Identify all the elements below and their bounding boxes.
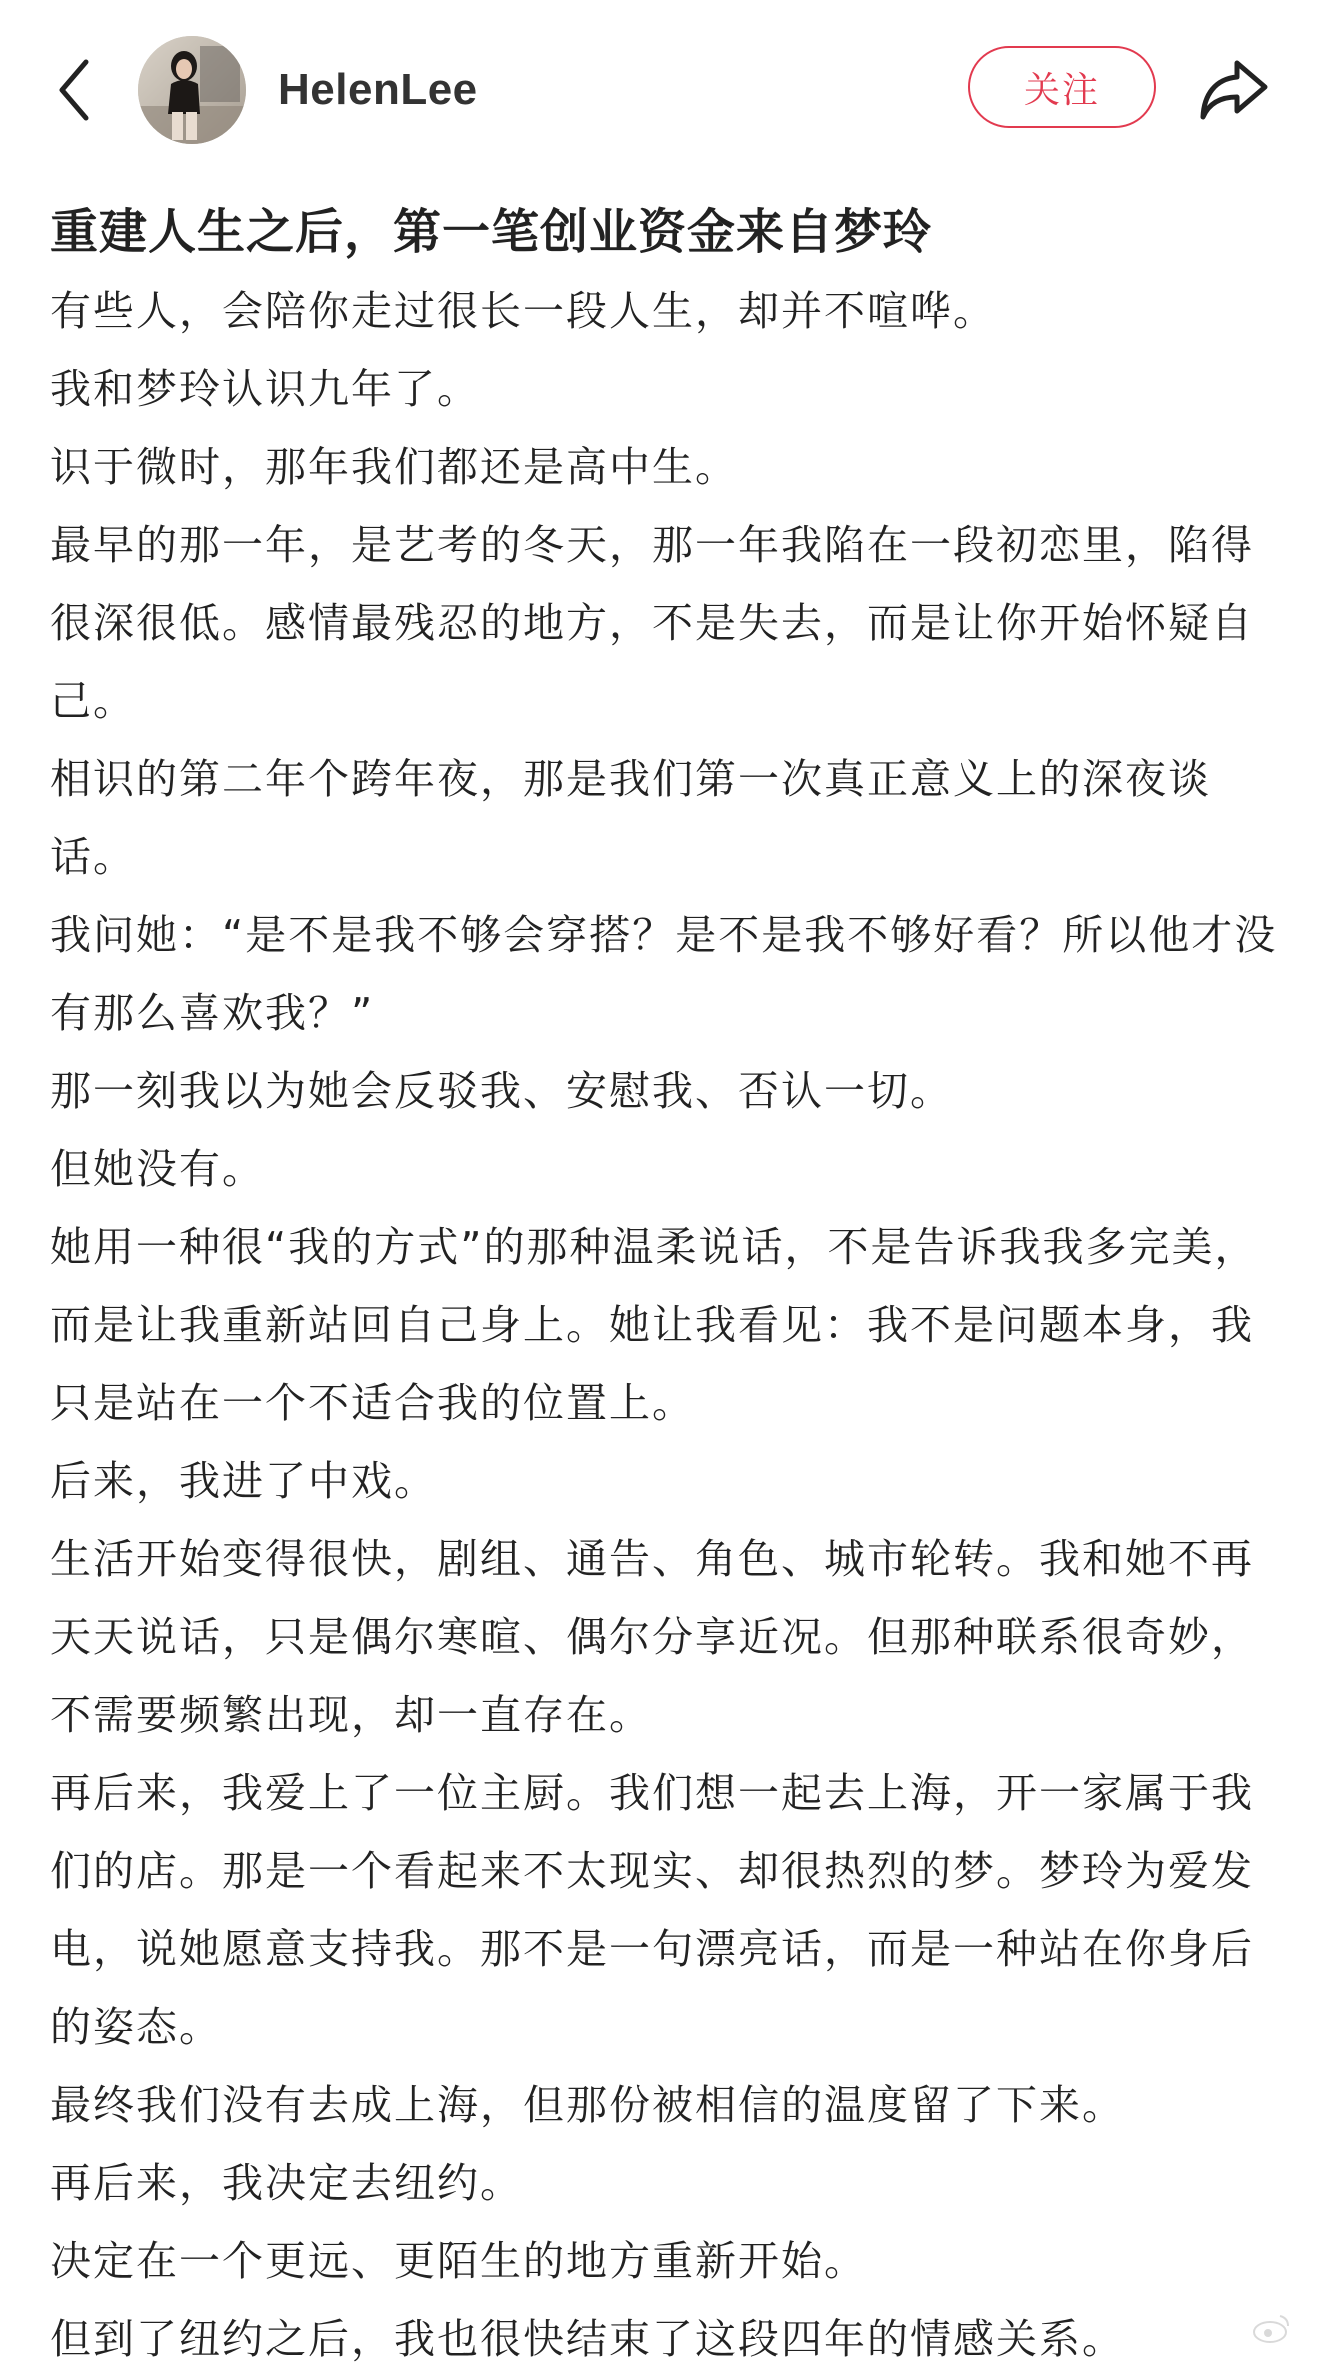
top-bar [0, 0, 1320, 180]
back-button[interactable] [44, 54, 104, 126]
paragraph: 我问她：“是不是我不够会穿搭？是不是我不够好看？所以他才没有那么喜欢我？” [50, 911, 1278, 1037]
paragraph: 决定在一个更远、更陌生的地方重新开始。 [50, 2237, 867, 2285]
weibo-watermark-icon [1252, 2312, 1292, 2344]
watermark [1252, 2312, 1292, 2344]
paragraph: 相识的第二年个跨年夜，那是我们第一次真正意义上的深夜谈话。 [50, 755, 1211, 881]
paragraph: 有些人，会陪你走过很长一段人生，却并不喧哗。 [50, 287, 996, 335]
paragraph: 识于微时，那年我们都还是高中生。 [50, 443, 738, 491]
profile-photo [138, 36, 246, 144]
chevron-left-icon [56, 58, 92, 122]
follow-button[interactable]: 关注 [968, 46, 1156, 128]
article-body [50, 196, 1280, 2378]
paragraph: 再后来，我决定去纽约。 [50, 2159, 523, 2207]
paragraph: 生活开始变得很快，剧组、通告、角色、城市轮转。我和她不再天天说话，只是偶尔寒暄、偶尔分享近况。但那种联系很奇妙，不需要频繁出现，却一直存在。 [50, 1535, 1254, 1739]
paragraph: 再后来，我爱上了一位主厨。我们想一起去上海，开一家属于我们的店。那是一个看起来不太现实、却很热烈的梦。梦玲为爱发电，说她愿意支持我。那不是一句漂亮话，而是一种站在你身后的姿态。 [50, 1769, 1254, 2051]
username[interactable]: HelenLee [278, 65, 478, 114]
paragraph: 最终我们没有去成上海，但那份被相信的温度留了下来。 [50, 2081, 1125, 2129]
paragraph: 我和梦玲认识九年了。 [50, 365, 480, 413]
paragraph: 后来，我进了中戏。 [50, 1457, 437, 1505]
share-arrow-icon [1197, 57, 1271, 123]
paragraph: 但她没有。 [50, 1145, 265, 1193]
paragraph: 最早的那一年，是艺考的冬天，那一年我陷在一段初恋里，陷得很深很低。感情最残忍的地方，不是失去，而是让你开始怀疑自己。 [50, 521, 1254, 725]
paragraph: 她用一种很“我的方式”的那种温柔说话，不是告诉我我多完美，而是让我重新站回自己身上。她让我看见：我不是问题本身，我只是站在一个不适合我的位置上。 [50, 1223, 1258, 1427]
share-button[interactable] [1194, 52, 1274, 128]
article-title: 重建人生之后，第一笔创业资金来自梦玲 [50, 204, 933, 260]
paragraph: 但到了纽约之后，我也很快结束了这段四年的情感关系。 [50, 2315, 1125, 2363]
avatar[interactable] [138, 36, 246, 144]
paragraph: 那一刻我以为她会反驳我、安慰我、否认一切。 [50, 1067, 953, 1115]
